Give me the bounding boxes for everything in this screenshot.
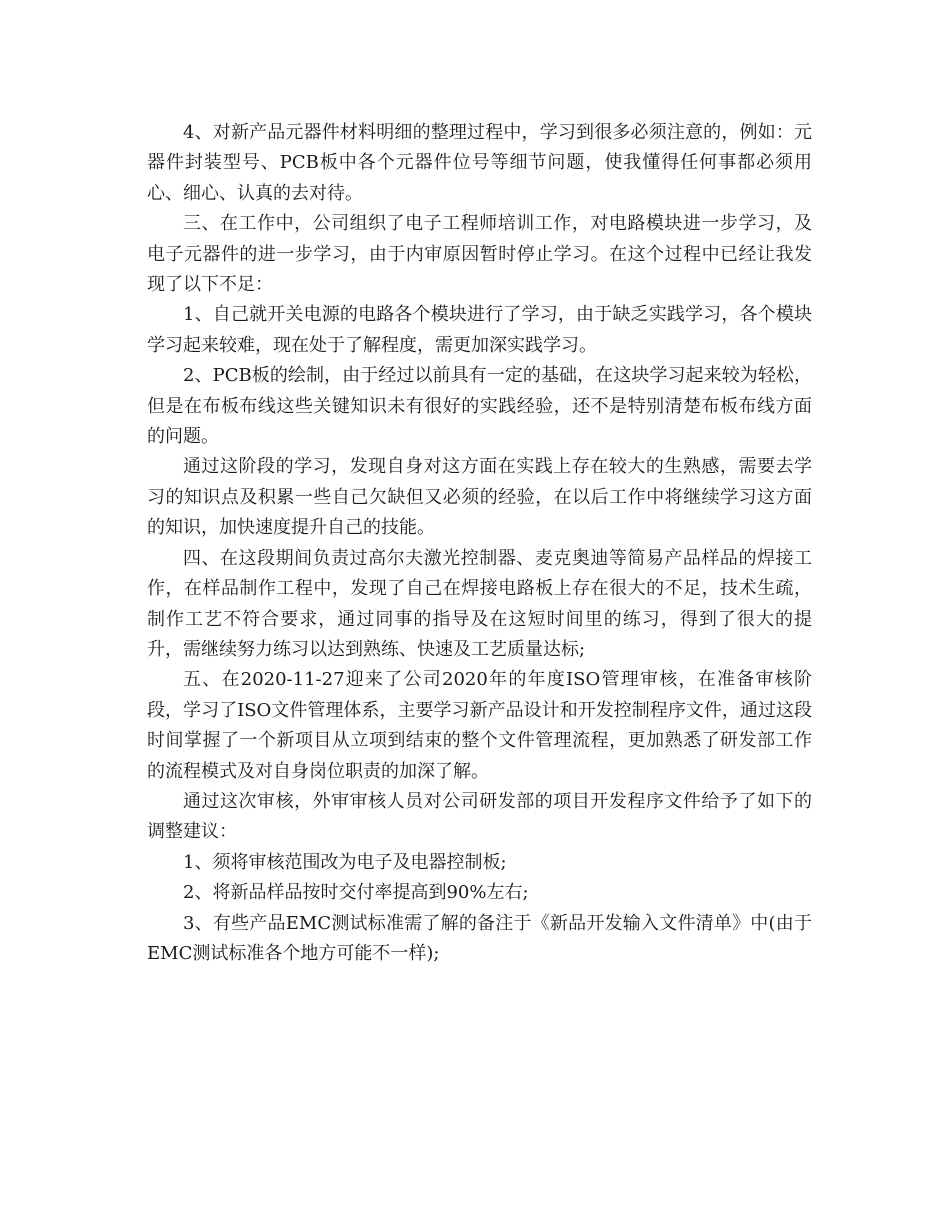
- paragraph-pcb-drawing: 2、PCB板的绘制，由于经过以前具有一定的基础，在这块学习起来较为轻松，但是在布板布线这些关键知识未有很好的实践经验，还不是特别清楚布板布线方面的问题。: [147, 365, 812, 448]
- paragraph-section-four: 四、在这段期间负责过高尔夫激光控制器、麦克奥迪等简易产品样品的焊接工作，在样品制作工程中，发现了自己在焊接电路板上存在很大的不足，技术生疏，制作工艺不符合要求，通过同事的指导及在这短时间里的练习，得到了很大的提升，需继续努力练习以达到熟练、快速及工艺质量达标;: [147, 547, 812, 660]
- paragraph-section-five: 五、在2020-11-27迎来了公司2020年的年度ISO管理审核，在准备审核阶段，学习了ISO文件管理体系，主要学习新产品设计和开发控制程序文件，通过这段时间掌握了一个新项目从立项到结束的整个文件管理流程，更加熟悉了研发部工作的流程模式及对自身岗位职责的加深了解。: [147, 669, 812, 782]
- paragraph-power-supply: 1、自己就开关电源的电路各个模块进行了学习，由于缺乏实践学习，各个模块学习起来较难，现在处于了解程度，需更加深实践学习。: [147, 304, 812, 356]
- paragraph-audit-intro: 通过这次审核，外审审核人员对公司研发部的项目开发程序文件给予了如下的调整建议：: [147, 790, 812, 843]
- paragraph-suggestion-1: 1、须将审核范围改为电子及电器控制板;: [183, 851, 507, 873]
- paragraph-stage-summary: 通过这阶段的学习，发现自身对这方面在实践上存在较大的生熟感，需要去学习的知识点及积累一些自己欠缺但又必须的经验，在以后工作中将继续学习这方面的知识，加快速度提升自己的技能。: [147, 456, 812, 539]
- document-body: [147, 118, 812, 969]
- paragraph-section-three: 三、在工作中，公司组织了电子工程师培训工作，对电路模块进一步学习，及电子元器件的进一步学习，由于内审原因暂时停止学习。在这个过程中已经让我发现了以下不足：: [147, 213, 812, 296]
- paragraph-parts-list: 4、对新产品元器件材料明细的整理过程中，学习到很多必须注意的，例如：元器件封装型号、PCB板中各个元器件位号等细节问题，使我懂得任何事都必须用心、细心、认真的去对待。: [147, 122, 812, 204]
- paragraph-suggestion-3: 3、有些产品EMC测试标准需了解的备注于《新品开发输入文件清单》中(由于EMC测试标准各个地方可能不一样);: [147, 912, 812, 964]
- paragraph-suggestion-2: 2、将新品样品按时交付率提高到90%左右;: [183, 882, 529, 904]
